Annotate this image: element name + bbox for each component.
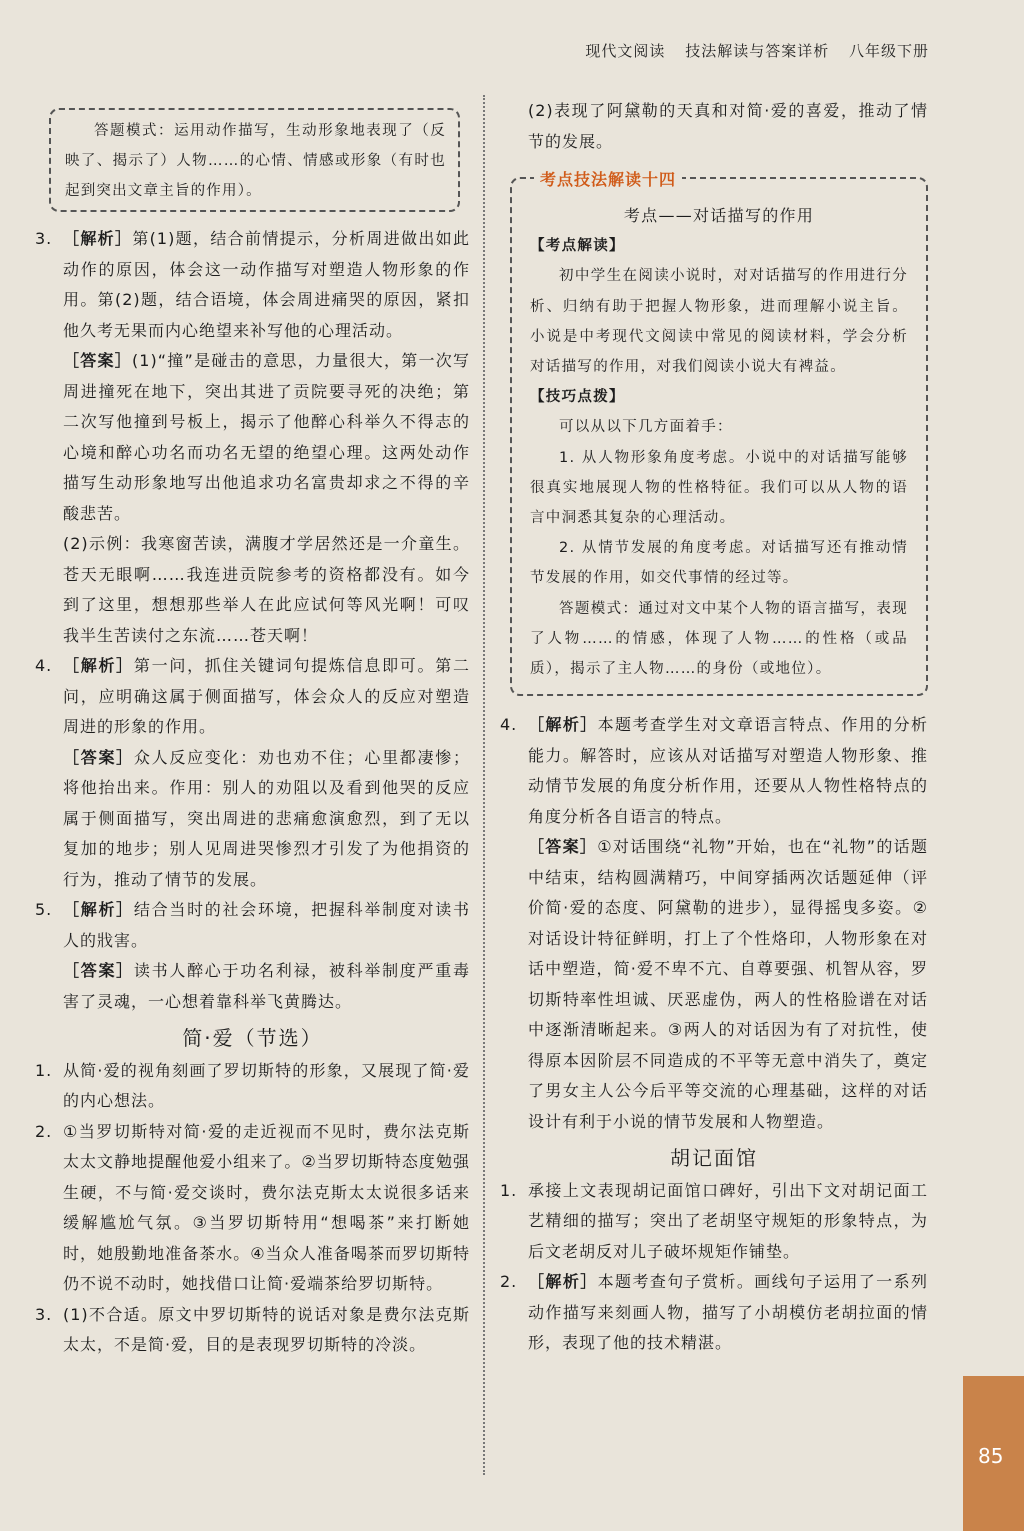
answer-text: 读书人醉心于功名利禄，被科举制度严重毒害了灵魂，一心想着靠科举飞黄腾达。 xyxy=(63,961,470,1011)
answer-item-3 xyxy=(35,224,470,651)
answer-text: 从简·爱的视角刻画了罗切斯特的形象，又展现了简·爱的内心想法。 xyxy=(63,1060,470,1110)
item-number: 5. xyxy=(35,900,53,919)
answer-text: (1)“撞”是碰击的意思，力量很大，第一次写周进撞死在地下，突出其进了贡院要寻死的决绝；第二次写他撞到号板上，揭示了他醉心科举久不得志的心境和醉心功名而功名无望的绝望心理。这两处动作描写生动形象地写出他追求功名富贵却求之不得的辛酸悲苦。 xyxy=(63,351,470,523)
item-number: 1. xyxy=(35,1060,53,1080)
item-number: 2. xyxy=(500,1272,518,1292)
tip-2: 2. 从情节发展的角度考虑。对话描写还有推动情节发展的作用，如交代事情的经过等。 xyxy=(530,540,908,587)
item-number: 3. xyxy=(35,229,53,248)
running-header xyxy=(571,40,929,61)
answer-tag: ［答案］ xyxy=(63,351,133,370)
answer-item-h1 xyxy=(500,1176,928,1268)
header-series: 技法解读与答案详析 xyxy=(685,42,830,60)
answer-tag: ［答案］ xyxy=(63,747,134,767)
section-label-interpretation: 【考点解读】 xyxy=(530,238,625,255)
analysis-tag: ［解析］ xyxy=(63,656,134,675)
item-number: 2. xyxy=(35,1121,53,1141)
analysis-text: 本题考查学生对文章语言特点、作用的分析能力。解答时，应该从对话描写对塑造人物形象、推动情节发展的角度分析作用，还要从人物性格特点的角度分析各自语言的特点。 xyxy=(528,715,928,826)
answer-item-3b xyxy=(35,1300,470,1361)
answer-item-4b xyxy=(500,710,928,1137)
analysis-tag: ［解析］ xyxy=(528,1272,598,1292)
column-divider xyxy=(483,95,485,1475)
answer-text-2: (2)示例：我寒窗苦读，满腹才学居然还是一介童生。苍天无眼啊……我连进贡院参考的资格都没有。如今到了这里，想想那些举人在此应试何等风光啊！可叹我半生苦读付之东流……苍天啊！ xyxy=(63,534,470,645)
technique-title: 考点——对话描写的作用 xyxy=(623,206,815,225)
right-column xyxy=(500,96,928,1359)
answer-continuation: (2)表现了阿黛勒的天真和对简·爱的喜爱，推动了情节的发展。 xyxy=(528,101,928,151)
answer-model-text: 答题模式：通过对文中某个人物的语言描写，表现了人物……的情感，体现了人物……的性格（或品质），揭示了主人物……的身份（或地位）。 xyxy=(530,600,908,678)
answer-text: ①当罗切斯特对简·爱的走近视而不见时，费尔法克斯太太文静地提醒他爱小组来了。②当罗切斯特态度勉强生硬，不与简·爱交谈时，费尔法克斯太太说很多话来缓解尴尬气氛。③当罗切斯特用“想喝茶”来打断她时，她殷勤地准备茶水。④当众人准备喝茶而罗切斯特仍不说不动时，她找借口让简·爱端茶给罗切斯特。 xyxy=(63,1121,470,1293)
answer-tag: ［答案］ xyxy=(63,961,134,980)
item-number: 4. xyxy=(35,656,53,675)
header-grade: 八年级下册 xyxy=(848,42,929,60)
answer-text: 承接上文表现胡记面馆口碑好，引出下文对胡记面工艺精细的描写；突出了老胡坚守规矩的形象特点，为后文老胡反对儿子破坏规矩作铺垫。 xyxy=(528,1180,928,1261)
section-label-tips: 【技巧点拨】 xyxy=(530,389,625,406)
answer-text: 众人反应变化：劝也劝不住；心里都凄惨；将他抬出来。作用：别人的劝阻以及看到他哭的反应属于侧面描写，突出周进的悲痛愈演愈烈，到了无以复加的地步；别人见周进哭惨烈才引发了为他捐资的行为，推动了情节的发展。 xyxy=(63,747,470,889)
technique-box xyxy=(510,170,928,696)
answer-text: ①对话围绕“礼物”开始，也在“礼物”的话题中结束，结构圆满精巧，中间穿插两次话题延伸（评价简·爱的态度、阿黛勒的进步），显得摇曳多姿。②对话设计特征鲜明，打上了个性烙印，人物形象在对话中塑造，简·爱不卑不亢、自尊要强、机智从容，罗切斯特率性坦诚、厌恶虚伪，两人的性格脸谱在对话中逐渐清晰起来。③两人的对话因为有了对抗性，使得原本因阶层不同造成的不平等无意中消失了，奠定了男女主人公今后平等交流的心理基础，这样的对话设计有利于小说的情节发展和人物塑造。 xyxy=(528,837,928,1131)
answer-item-4 xyxy=(35,651,470,895)
analysis-tag: ［解析］ xyxy=(63,900,134,919)
answer-item-h2 xyxy=(500,1267,928,1359)
analysis-text: 结合当时的社会环境，把握科举制度对读书人的戕害。 xyxy=(63,900,470,950)
analysis-tag: ［解析］ xyxy=(528,715,598,735)
analysis-text: 本题考查句子赏析。画线句子运用了一系列动作描写来刻画人物，描写了小胡模仿老胡拉面的情形，表现了他的技术精湛。 xyxy=(528,1272,928,1353)
item-number: 3. xyxy=(35,1304,53,1324)
answer-item-5 xyxy=(35,895,470,1017)
answer-model-box xyxy=(49,108,460,212)
tips-intro: 可以从以下几方面着手： xyxy=(559,419,733,436)
answer-item-1 xyxy=(35,1056,470,1117)
item-number: 1. xyxy=(500,1180,518,1200)
answer-item-2 xyxy=(35,1117,470,1300)
item-number: 4. xyxy=(500,715,518,735)
answer-tag: ［答案］ xyxy=(528,837,598,857)
technique-badge: 考点技法解读十四 xyxy=(534,165,682,195)
analysis-tag: ［解析］ xyxy=(63,229,133,248)
left-column xyxy=(35,96,470,1361)
header-book: 现代文阅读 xyxy=(585,42,666,60)
answer-model-text: 答题模式：运用动作描写，生动形象地表现了（反映了、揭示了）人物……的心情、情感或形象（有时也起到突出文章主旨的作用）。 xyxy=(65,123,446,199)
section-title-jane-eyre: 简·爱（节选） xyxy=(182,1026,323,1050)
section-title-noodle-shop: 胡记面馆 xyxy=(670,1146,758,1171)
tip-1: 1. 从人物形象角度考虑。小说中的对话描写能够很真实地展现人物的性格特征。我们可以从人物的语言中洞悉其复杂的心理活动。 xyxy=(530,449,908,527)
answer-text: (1)不合适。原文中罗切斯特的说话对象是费尔法克斯太太，不是简·爱，目的是表现罗切斯特的冷淡。 xyxy=(63,1304,470,1354)
analysis-text: 第(1)题，结合前情提示，分析周进做出如此动作的原因，体会这一动作描写对塑造人物形象的作用。第(2)题，结合语境，体会周进痛哭的原因，紧扣他久考无果而内心绝望来补写他的心理活动。 xyxy=(63,229,470,340)
page-number: 85 xyxy=(978,1444,1004,1468)
analysis-text: 第一问，抓住关键词句提炼信息即可。第二问，应明确这属于侧面描写，体会众人的反应对塑造周进的形象的作用。 xyxy=(63,656,470,736)
interpretation-text: 初中学生在阅读小说时，对对话描写的作用进行分析、归纳有助于把握人物形象，进而理解小说主旨。小说是中考现代文阅读中常见的阅读材料，学会分析对话描写的作用，对我们阅读小说大有裨益。 xyxy=(530,268,908,376)
